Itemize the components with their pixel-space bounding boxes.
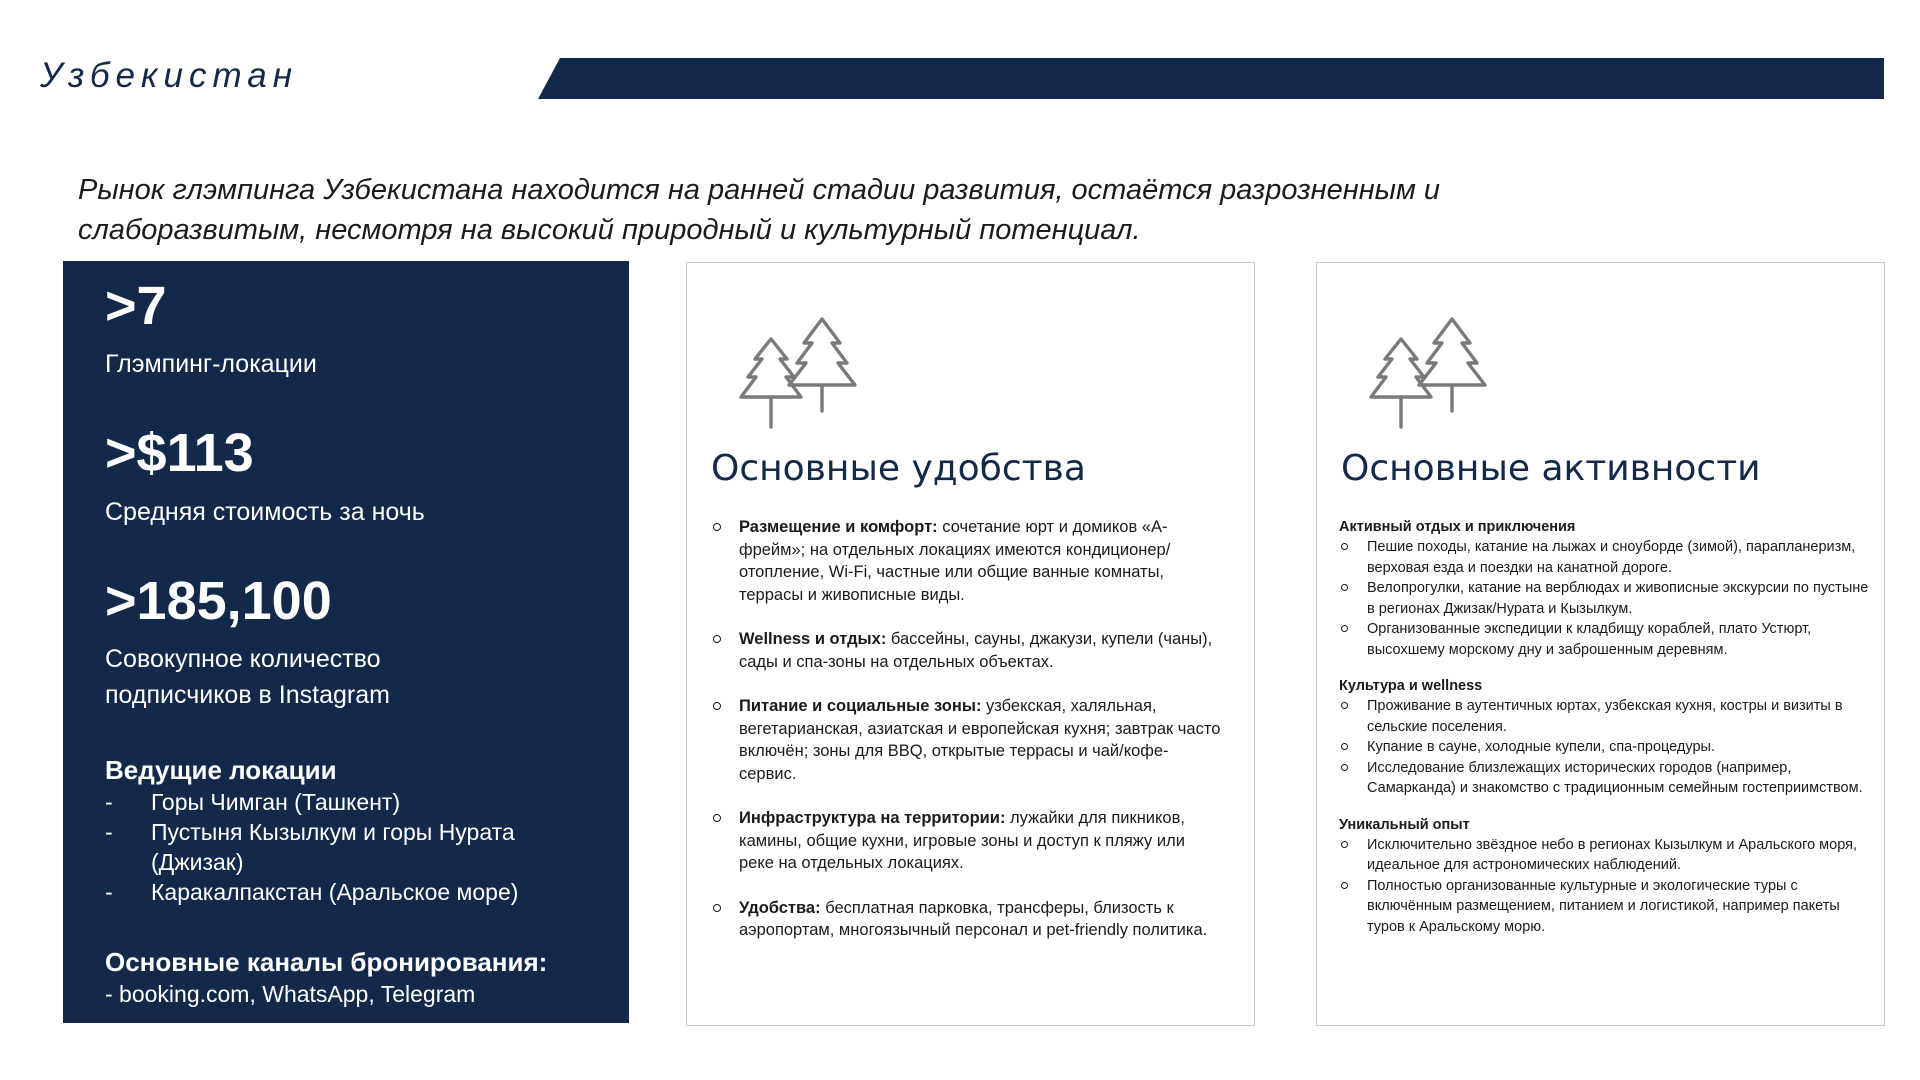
- bullet-icon: [713, 635, 721, 643]
- amenities-card: [686, 262, 1255, 1026]
- location-text: Пустыня Кызылкум и горы Нурата (Джизак): [151, 819, 515, 876]
- group-heading: Культура и wellness: [1339, 678, 1483, 694]
- bullet-icon: [713, 523, 721, 531]
- stat-label: Совокупное количество подписчиков в Instagram: [105, 645, 390, 710]
- list-item: [1339, 696, 1869, 737]
- list-item: [1339, 619, 1869, 660]
- item-text: Купание в сауне, холодные купели, спа-процедуры.: [1367, 739, 1715, 755]
- channels-heading: Основные каналы бронирования:: [105, 947, 548, 978]
- item-text: Исключительно звёздное небо в регионах Кызылкум и Аральского моря, идеальное для астрономических наблюдений.: [1367, 836, 1857, 873]
- list-item: [1339, 578, 1869, 619]
- stat-label: Глэмпинг-локации: [105, 350, 317, 379]
- item-heading: Питание и социальные зоны:: [739, 697, 982, 715]
- stat-locations: [105, 277, 599, 382]
- bullet-icon: [1341, 841, 1348, 848]
- channels-text: - booking.com, WhatsApp, Telegram: [105, 981, 476, 1008]
- group-heading: Активный отдых и приключения: [1339, 519, 1576, 535]
- list-item: [1339, 758, 1869, 799]
- activity-list: [1339, 696, 1869, 799]
- location-text: Горы Чимган (Ташкент): [151, 789, 401, 816]
- dash-marker: -: [105, 819, 113, 846]
- item-heading: Удобства:: [739, 898, 821, 917]
- activity-list: [1339, 835, 1869, 938]
- bullet-icon: [1341, 702, 1348, 709]
- list-item: [1339, 835, 1869, 876]
- list-item: [711, 695, 1221, 785]
- item-text: Организованные экспедиции к кладбищу кораблей, плато Устюрт, высохшему морскому дну и заброшенным деревням.: [1367, 621, 1812, 658]
- trees-icon: [1367, 315, 1491, 435]
- bullet-icon: [713, 702, 721, 710]
- list-item: [105, 787, 599, 817]
- activity-group-adventure: [1339, 517, 1869, 660]
- list-item: [1339, 737, 1869, 758]
- item-heading: Wellness и отдых:: [739, 630, 887, 648]
- leading-locations: [105, 753, 599, 907]
- stat-value: >185,100: [105, 570, 332, 631]
- stat-value: >7: [105, 276, 167, 336]
- item-text: бесплатная парковка, трансферы, близость к аэропортам, многоязычный персонал и pet-friendly политика.: [739, 898, 1208, 939]
- bullet-icon: [1341, 743, 1348, 750]
- booking-channels: [105, 945, 599, 1009]
- group-heading: Уникальный опыт: [1339, 816, 1470, 833]
- amenities-title: Основные удобства: [711, 448, 1086, 489]
- activity-group-culture: [1339, 676, 1869, 799]
- item-text: Проживание в аутентичных юртах, узбекская кухня, костры и визиты в сельские поселения.: [1367, 698, 1843, 735]
- item-text: бассейны, сауны, джакузи, купели (чаны), сады и спа-зоны на отдельных объектах.: [739, 630, 1213, 671]
- activity-group-unique: [1339, 815, 1869, 938]
- stat-label: Средняя стоимость за ночь: [105, 497, 425, 526]
- item-heading: Инфраструктура на территории:: [739, 809, 1006, 827]
- key-stats-panel: [63, 261, 629, 1023]
- dash-marker: -: [105, 879, 113, 906]
- bullet-icon: [1341, 625, 1348, 632]
- list-item: [711, 516, 1221, 606]
- item-text: лужайки для пикников, камины, общие кухни, игровые зоны и доступ к пляжу или реке на отдельных локациях.: [739, 809, 1185, 872]
- item-heading: Размещение и комфорт:: [739, 518, 938, 536]
- stat-avg-price: [105, 424, 599, 529]
- list-item: [711, 897, 1221, 942]
- bullet-icon: [1341, 882, 1348, 889]
- locations-heading: Ведущие локации: [105, 755, 337, 786]
- activities-title: Основные активности: [1341, 448, 1761, 489]
- activities-body: [1339, 517, 1869, 953]
- title-accent-bar: [538, 58, 1884, 99]
- stat-followers: [105, 572, 599, 713]
- slide-title: Узбекистан: [40, 56, 298, 95]
- bullet-icon: [1341, 764, 1348, 771]
- list-item: [105, 877, 599, 907]
- list-item: [1339, 876, 1869, 938]
- bullet-icon: [713, 814, 721, 822]
- trees-icon: [737, 315, 861, 435]
- item-text: Велопрогулки, катание на верблюдах и живописные экскурсии по пустыне в регионах Джизак/Нурата и Кызылкум.: [1367, 580, 1869, 617]
- item-text: узбекская, халяльная, вегетарианская, азиатская и европейская кухня; завтрак часто включён; зоны для BBQ, открытые террасы и чай/кофе-сервис.: [739, 697, 1221, 783]
- amenities-list: [711, 516, 1221, 964]
- item-text: Полностью организованные культурные и экологические туры с включённым размещением, питанием и логистикой, например пакеты туров к Аральскому морю.: [1367, 877, 1840, 935]
- list-item: [1339, 537, 1869, 578]
- list-item: [711, 807, 1221, 875]
- bullet-icon: [1341, 584, 1348, 591]
- slide-subtitle: Рынок глэмпинга Узбекистана находится на ранней стадии развития, остаётся разрозненным и слаборазвитым, несмотря на высокий природный и культурный потенциал.: [78, 174, 1441, 246]
- activity-list: [1339, 537, 1869, 660]
- item-text: сочетание юрт и домиков «А-фрейм»; на отдельных локациях имеются кондиционер/отопление, Wi-Fi, частные или общие ванные комнаты, террасы и живописные виды.: [739, 518, 1171, 604]
- locations-list: [105, 787, 599, 907]
- dash-marker: -: [105, 789, 113, 816]
- list-item: [105, 817, 599, 877]
- bullet-icon: [1341, 543, 1348, 550]
- item-text: Пешие походы, катание на лыжах и сноуборде (зимой), парапланеризм, верховая езда и поездки на канатной дороге.: [1367, 539, 1856, 576]
- list-item: [711, 628, 1221, 673]
- activities-card: [1316, 262, 1885, 1026]
- location-text: Каракалпакстан (Аральское море): [151, 879, 519, 906]
- item-text: Исследование близлежащих исторических городов (например, Самарканда) и знакомство с традиционным семейным гостеприимством.: [1367, 759, 1863, 796]
- bullet-icon: [713, 904, 721, 912]
- stat-value: >$113: [105, 423, 254, 484]
